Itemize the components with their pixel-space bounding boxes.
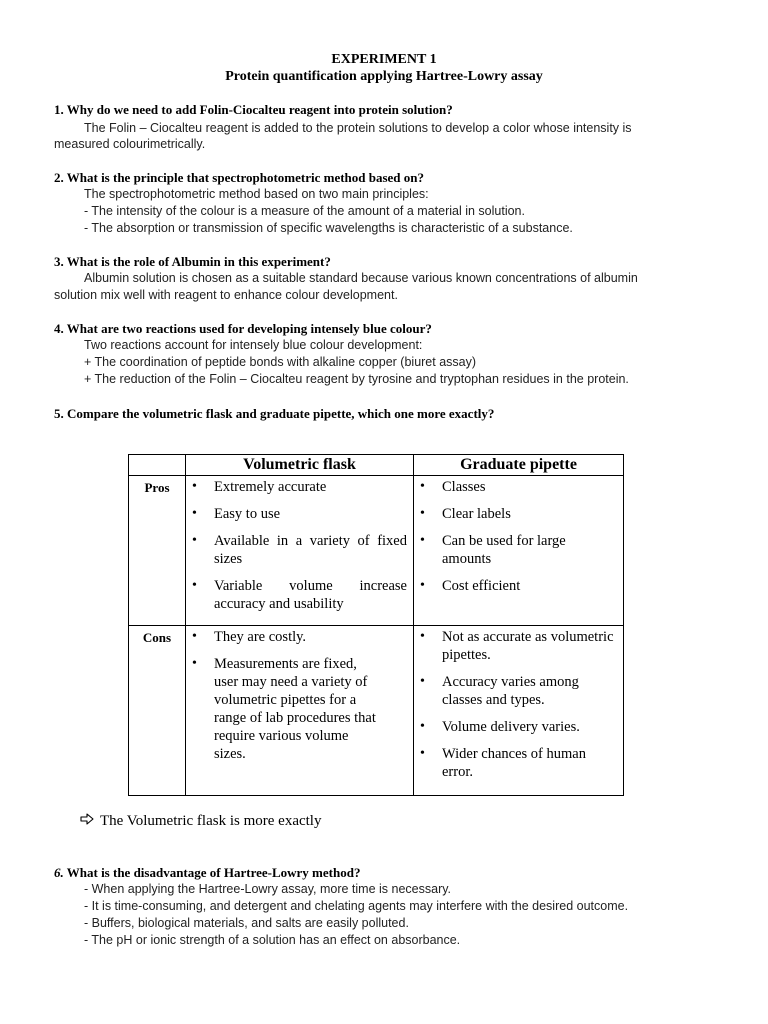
table-header-row (129, 455, 624, 476)
list-item: • Can be used for large amounts (420, 532, 617, 568)
table-corner-cell (129, 455, 186, 476)
question-3: 3. What is the role of Albumin in this experiment? (54, 254, 331, 269)
list-item: • Extremely accurate (192, 478, 407, 496)
answer-2-point: - The intensity of the colour is a measure of the amount of a material in solution. (84, 204, 525, 218)
answer-6-point: - The pH or ionic strength of a solution has an effect on absorbance. (84, 933, 461, 947)
answer-4-point: + The coordination of peptide bonds with alkaline copper (biuret assay) (84, 355, 477, 369)
answer-4-point: + The reduction of the Folin – Ciocalteu reagent by tyrosine and tryptophan residues in the protein. (84, 372, 629, 386)
list-item: • Clear labels (420, 505, 617, 523)
answer-6-point: - Buffers, biological materials, and salts are easily polluted. (84, 916, 409, 930)
answer-6-point: - When applying the Hartree-Lowry assay, more time is necessary. (84, 882, 452, 896)
list-item: • Not as accurate as volumetric pipettes. (420, 628, 617, 664)
list-item: • Classes (420, 478, 617, 496)
list-item: • Volume delivery varies. (420, 718, 617, 736)
question-4: 4. What are two reactions used for developing intensely blue colour? (54, 321, 432, 336)
answer-1-line-2: measured colourimetrically. (54, 137, 206, 151)
list-item: • Measurements are fixed, user may need a variety of volumetric pipettes for a range of lab procedures that require various volume sizes. (192, 655, 383, 763)
table-row-pros (129, 476, 624, 626)
question-6 (54, 865, 360, 881)
list-item: • Accuracy varies among classes and types. (420, 673, 617, 709)
list-item: • Cost efficient (420, 577, 617, 595)
row-label-pros: Pros (129, 476, 186, 626)
cell-pros-pipette (414, 476, 624, 626)
answer-3-line-2: solution mix well with reagent to enhance colour development. (54, 288, 398, 302)
page-title: EXPERIMENT 1 (331, 52, 437, 67)
answer-4-intro: Two reactions account for intensely blue colour development: (84, 338, 423, 352)
list-item: • Easy to use (192, 505, 407, 523)
table-row-cons (129, 626, 624, 796)
question-2: 2. What is the principle that spectrophotometric method based on? (54, 170, 425, 185)
cell-pros-flask (186, 476, 414, 626)
conclusion (80, 813, 321, 830)
list-item: • Available in a variety of fixed sizes (192, 532, 407, 568)
answer-2-point: - The absorption or transmission of specific wavelengths is characteristic of a substance. (84, 221, 573, 235)
cell-cons-pipette (414, 626, 624, 796)
question-5: 5. Compare the volumetric flask and graduate pipette, which one more exactly? (54, 406, 495, 421)
col-header-volumetric-flask: Volumetric flask (186, 455, 414, 476)
list-item: • Wider chances of human error. (420, 745, 617, 781)
question-6-number: 6. (54, 865, 64, 880)
arrow-right-outline-icon (80, 813, 100, 829)
list-item: • Variable volume increase accuracy and usability (192, 577, 407, 613)
col-header-graduate-pipette: Graduate pipette (414, 455, 624, 476)
row-label-cons: Cons (129, 626, 186, 796)
question-1: 1. Why do we need to add Folin-Ciocalteu reagent into protein solution? (54, 102, 453, 117)
conclusion-text: The Volumetric flask is more exactly (100, 813, 322, 829)
question-6-text: What is the disadvantage of Hartree-Lowry method? (63, 865, 361, 880)
page-subtitle: Protein quantification applying Hartree-Lowry assay (225, 69, 543, 84)
cell-cons-flask (186, 626, 414, 796)
comparison-table (128, 454, 624, 796)
list-item: • They are costly. (192, 628, 383, 646)
answer-3-line-1: Albumin solution is chosen as a suitable standard because various known concentrations of albumin (84, 271, 638, 285)
answer-1-line-1: The Folin – Ciocalteu reagent is added to the protein solutions to develop a color whose intensity is (84, 121, 632, 135)
answer-2-intro: The spectrophotometric method based on two main principles: (84, 187, 429, 201)
answer-6-point: - It is time-consuming, and detergent and chelating agents may interfere with the desired outcome. (84, 899, 629, 913)
